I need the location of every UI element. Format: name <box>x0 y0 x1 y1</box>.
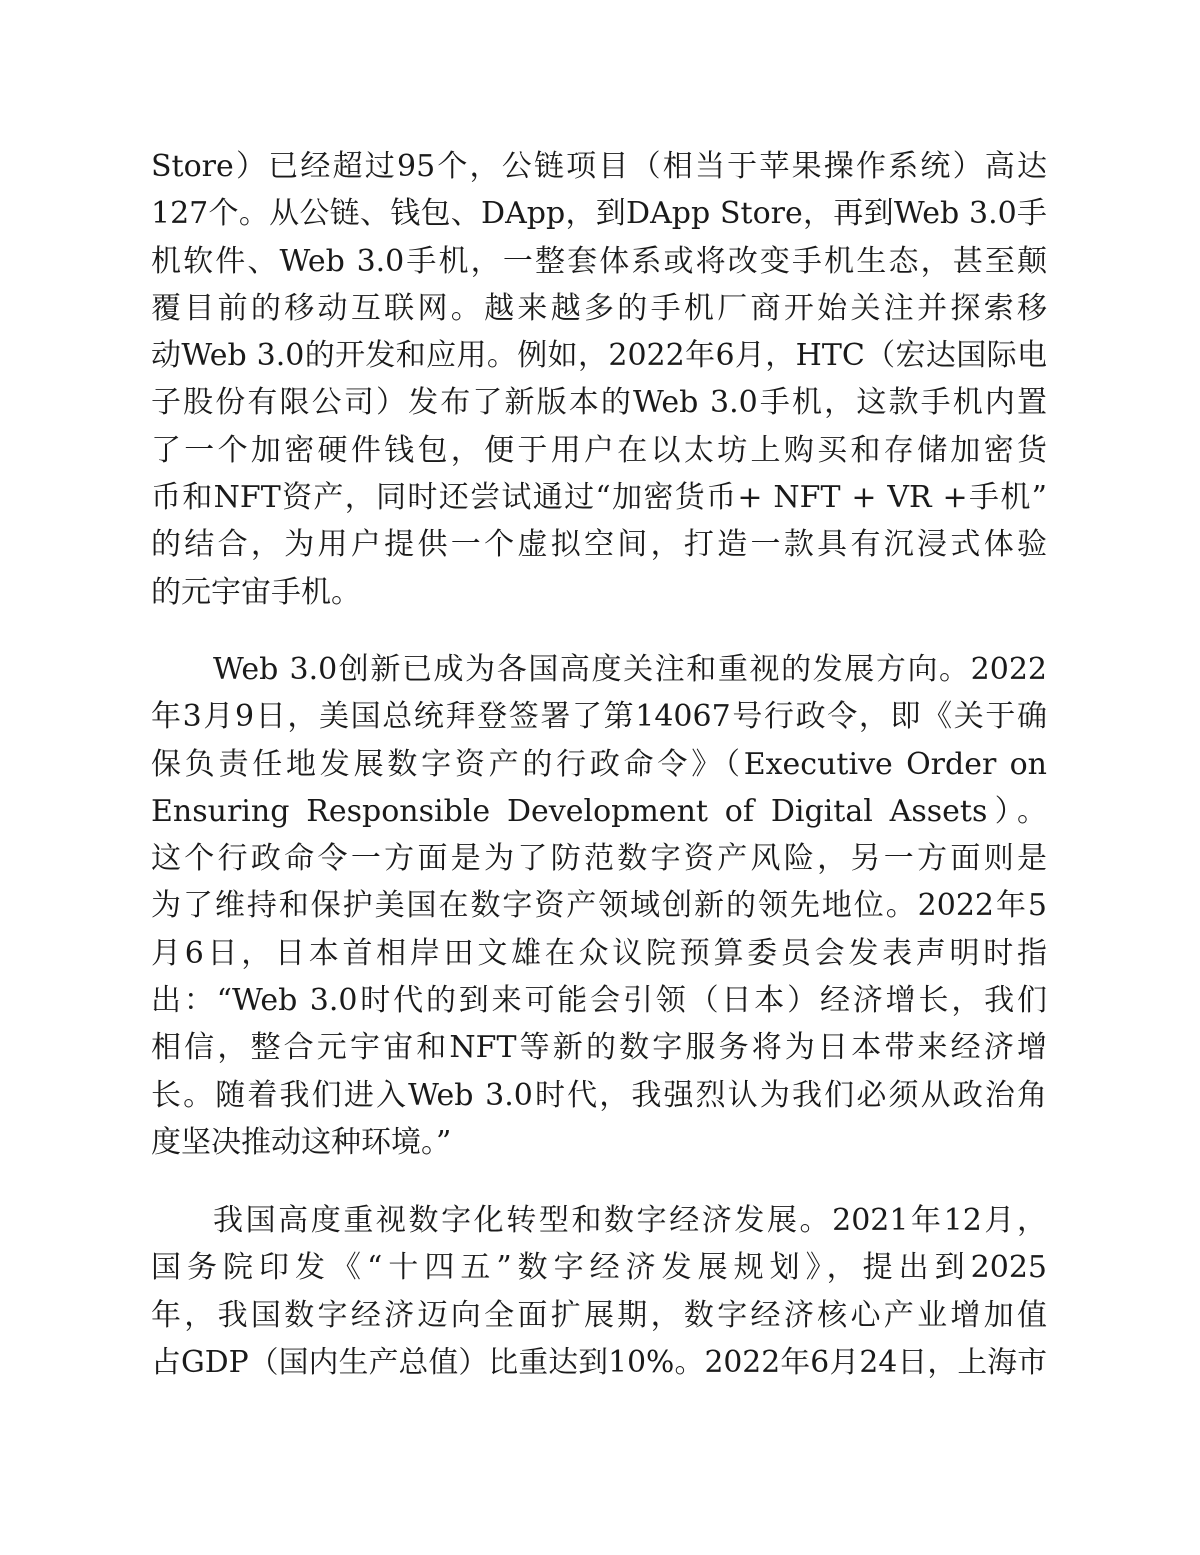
text-line: 动Web 3.0的开发和应用。例如，2022年6月，HTC（宏达国际电 <box>151 338 1047 374</box>
text-line: 子股份有限公司）发布了新版本的Web 3.0手机，这款手机内置 <box>151 385 1047 421</box>
text-line: 币和NFT资产，同时还尝试通过“加密货币+ NFT + VR +手机” <box>151 480 1047 516</box>
text-line: 的结合，为用户提供一个虚拟空间，打造一款具有沉浸式体验 <box>151 527 1047 563</box>
text-line: 为了维持和保护美国在数字资产领域创新的领先地位。2022年5 <box>151 888 1047 924</box>
text-line: 长。随着我们进入Web 3.0时代，我强烈认为我们必须从政治角 <box>151 1077 1047 1113</box>
text-line: 度坚决推动这种环境。” <box>151 1124 452 1160</box>
paragraph-1 <box>151 143 1047 616</box>
text-line: 年3月9日，美国总统拜登签署了第14067号行政令，即《关于确 <box>151 699 1047 735</box>
text-line: 的元宇宙手机。 <box>151 574 361 610</box>
paragraph-2 <box>151 646 1047 1166</box>
text-line: 127个。从公链、钱包、DApp，到DApp Store，再到Web 3.0手 <box>151 196 1047 232</box>
text-line: 机软件、Web 3.0手机，一整套体系或将改变手机生态，甚至颠 <box>151 243 1047 279</box>
text-line: 相信，整合元宇宙和NFT等新的数字服务将为日本带来经济增 <box>151 1030 1047 1066</box>
text-line: 年，我国数字经济迈向全面扩展期，数字经济核心产业增加值 <box>151 1297 1047 1333</box>
text-line: 保负责任地发展数字资产的行政命令》（Executive Order on <box>151 746 1047 782</box>
text-line: 占GDP（国内生产总值）比重达到10%。2022年6月24日，上海市 <box>151 1344 1047 1380</box>
text-line: Ensuring Responsible Development of Digital Assets）。 <box>151 793 1047 829</box>
text-line: 出：“Web 3.0时代的到来可能会引领（日本）经济增长，我们 <box>151 983 1047 1019</box>
text-line: 月6日，日本首相岸田文雄在众议院预算委员会发表声明时指 <box>151 935 1047 971</box>
paragraph-3 <box>151 1197 1047 1386</box>
text-line: 这个行政命令一方面是为了防范数字资产风险，另一方面则是 <box>151 841 1047 877</box>
text-line: Store）已经超过95个，公链项目（相当于苹果操作系统）高达 <box>151 149 1047 184</box>
text-line: Web 3.0创新已成为各国高度关注和重视的发展方向。2022 <box>213 652 1047 687</box>
text-line: 覆目前的移动互联网。越来越多的手机厂商开始关注并探索移 <box>151 290 1047 326</box>
text-line: 了一个加密硬件钱包，便于用户在以太坊上购买和存储加密货 <box>151 432 1047 468</box>
text-line: 国务院印发《“十四五”数字经济发展规划》，提出到2025 <box>151 1250 1047 1286</box>
text-line: 我国高度重视数字化转型和数字经济发展。2021年12月， <box>213 1203 1047 1238</box>
